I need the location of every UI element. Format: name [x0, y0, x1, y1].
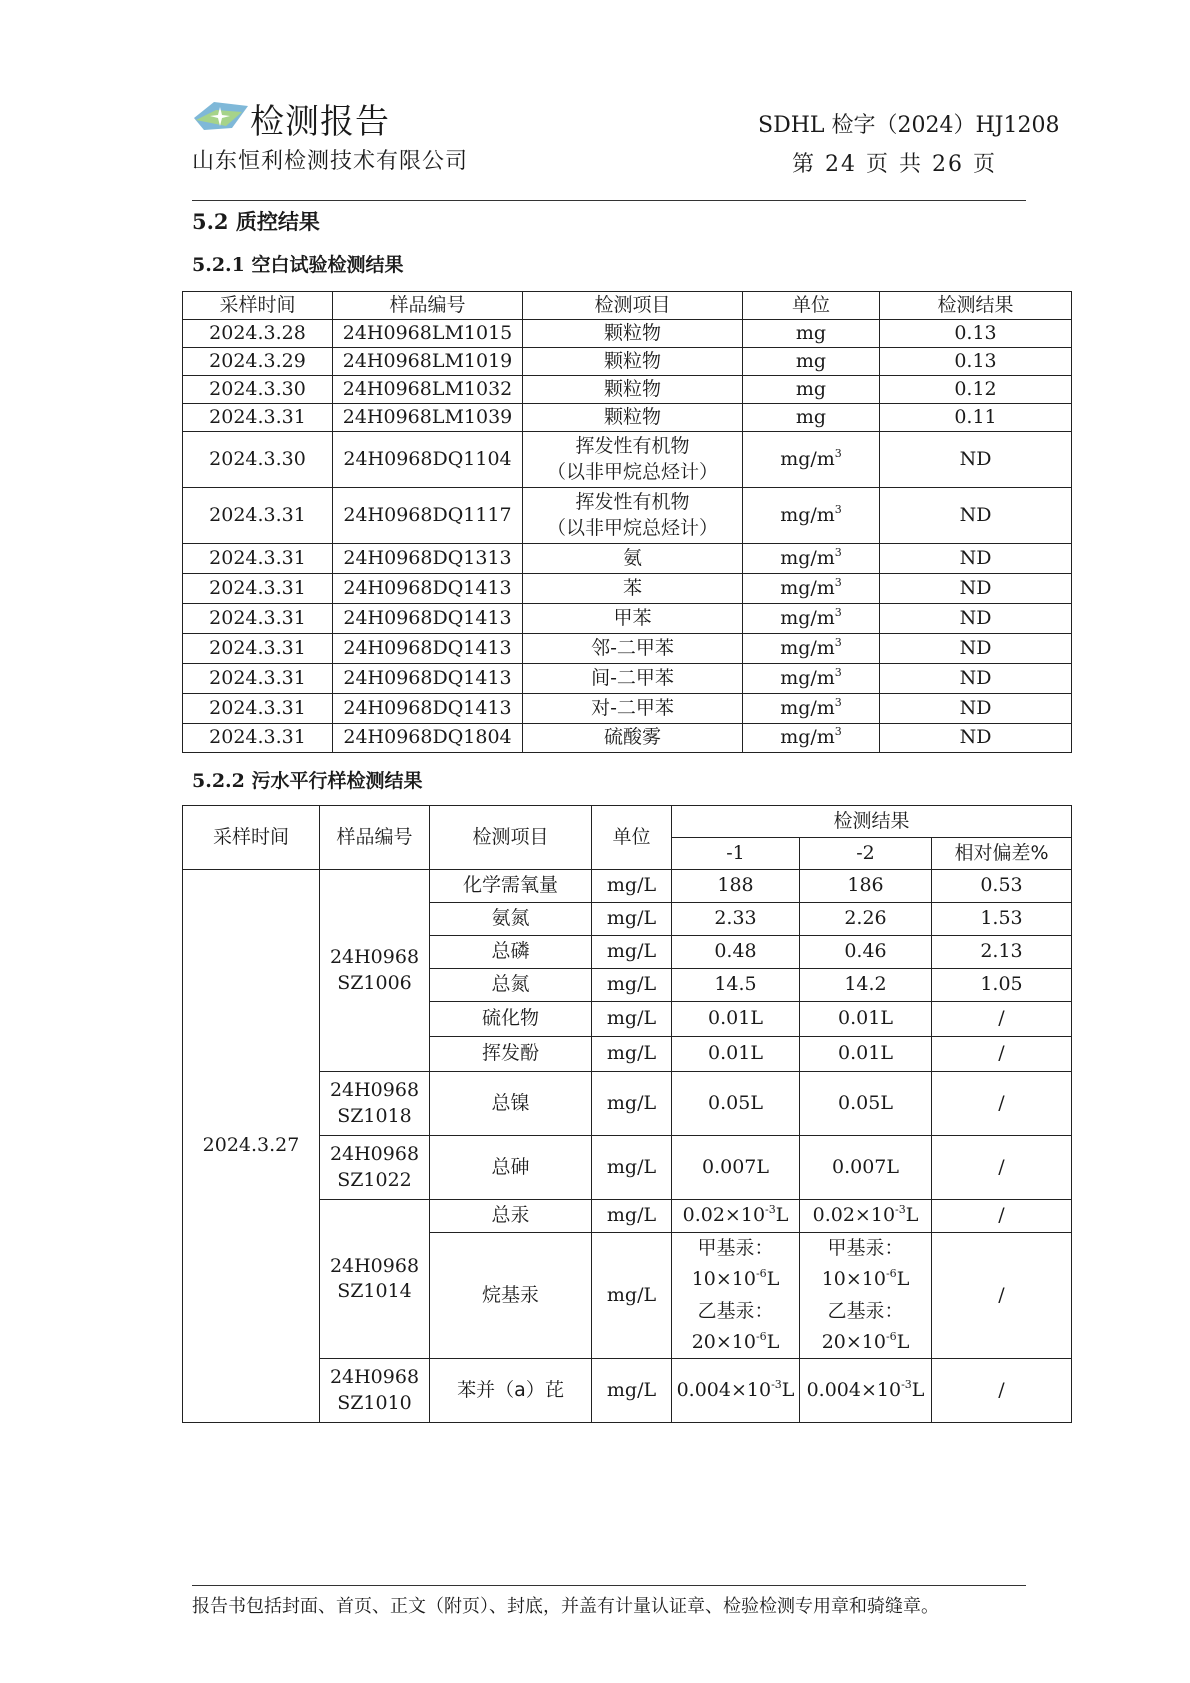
cell-deviation: 1.53 [932, 903, 1072, 936]
cell-sample [320, 1072, 430, 1136]
cell-sample: 24H0968DQ1413 [333, 694, 523, 724]
unit-text: mg/m [780, 726, 835, 749]
table-row [183, 348, 1072, 376]
value-suffix: L [766, 1268, 780, 1291]
value-exponent: -6 [755, 1267, 767, 1281]
cell-value-1 [672, 1233, 800, 1359]
cell-time: 2024.3.31 [183, 604, 333, 634]
col-header-item: 检测项目 [430, 806, 592, 870]
cell-item: 化学需氧量 [430, 870, 592, 903]
cell-item: 氨 [523, 544, 743, 574]
cell-item: 烷基汞 [430, 1233, 592, 1359]
cell-value-1: 0.007L [672, 1136, 800, 1200]
cell-value-2: 2.26 [800, 903, 932, 936]
methylmercury-label: 甲基汞： [697, 1237, 774, 1259]
unit-text: mg/m [780, 666, 835, 689]
cell-sample: 24H0968LM1039 [333, 404, 523, 432]
value-exponent: -3 [765, 1203, 776, 1217]
subsection-parallel-title: 5.2.2 污水平行样检测结果 [192, 770, 423, 792]
value-base: 0.02×10 [812, 1204, 896, 1227]
value-suffix: L [896, 1331, 910, 1354]
sample-prefix: 24H0968 [329, 945, 420, 968]
value-suffix: L [911, 1379, 925, 1402]
table-header-row [183, 806, 1072, 838]
cell-unit: mg/L [592, 1002, 672, 1037]
table-row [183, 404, 1072, 432]
cell-value-1: 2.33 [672, 903, 800, 936]
ethylmercury-label: 乙基汞： [697, 1299, 774, 1322]
unit-superscript: 3 [834, 695, 842, 709]
col-header-time: 采样时间 [183, 806, 320, 870]
cell-sample: 24H0968LM1032 [333, 376, 523, 404]
cell-unit: mg [743, 320, 880, 348]
value-suffix: L [775, 1204, 789, 1227]
cell-time: 2024.3.30 [183, 432, 333, 488]
unit-superscript: 3 [834, 605, 842, 619]
cell-item: 苯 [523, 574, 743, 604]
unit-superscript: 3 [834, 725, 842, 739]
cell-result: ND [880, 694, 1072, 724]
item-name: 挥发性有机物 [575, 434, 690, 457]
cell-unit [743, 574, 880, 604]
table-row [183, 604, 1072, 634]
cell-item: 颗粒物 [523, 376, 743, 404]
cell-sample [320, 1136, 430, 1200]
cell-deviation: / [932, 1136, 1072, 1200]
cell-unit [743, 634, 880, 664]
cell-unit: mg/L [592, 870, 672, 903]
cell-sample [320, 1200, 430, 1359]
unit-superscript: 3 [834, 502, 842, 516]
col-header-second: -2 [800, 838, 932, 870]
sample-prefix: 24H0968 [329, 1254, 420, 1277]
cell-deviation: / [932, 1200, 1072, 1233]
cell-sample [320, 1359, 430, 1423]
cell-unit: mg/L [592, 969, 672, 1002]
cell-value-1: 188 [672, 870, 800, 903]
cell-item: 对-二甲苯 [523, 694, 743, 724]
cell-sample: 24H0968DQ1104 [333, 432, 523, 488]
cell-time: 2024.3.31 [183, 404, 333, 432]
cell-value-2 [800, 1200, 932, 1233]
cell-value-2: 186 [800, 870, 932, 903]
cell-unit [743, 488, 880, 544]
sample-suffix: SZ1014 [337, 1280, 412, 1303]
section-title: 5.2 质控结果 [192, 209, 320, 234]
unit-superscript: 3 [834, 575, 842, 589]
cell-item: 颗粒物 [523, 348, 743, 376]
cell-item: 邻-二甲苯 [523, 634, 743, 664]
cell-sample: 24H0968DQ1413 [333, 634, 523, 664]
cell-result: ND [880, 724, 1072, 753]
value-exponent: -3 [771, 1378, 782, 1392]
cell-value-2: 14.2 [800, 969, 932, 1002]
table-row [183, 376, 1072, 404]
cell-value-2: 0.01L [800, 1037, 932, 1072]
header-divider [192, 200, 1026, 201]
table-row [183, 544, 1072, 574]
value-suffix: L [896, 1268, 910, 1291]
parallel-sample-table [182, 805, 1072, 1423]
report-title: 检测报告 [250, 102, 390, 142]
cell-result: 0.13 [880, 348, 1072, 376]
sample-prefix: 24H0968 [329, 1078, 420, 1101]
cell-unit: mg/L [592, 936, 672, 969]
value-base: 10×10 [691, 1268, 756, 1291]
col-header-first: -1 [672, 838, 800, 870]
cell-item: 颗粒物 [523, 320, 743, 348]
cell-unit [743, 724, 880, 753]
cell-result: ND [880, 544, 1072, 574]
cell-time: 2024.3.31 [183, 634, 333, 664]
cell-value-2 [800, 1233, 932, 1359]
table-row [183, 694, 1072, 724]
unit-text: mg/m [780, 636, 835, 659]
cell-result: 0.11 [880, 404, 1072, 432]
subsection-blank-title: 5.2.1 空白试验检测结果 [192, 254, 404, 276]
cell-item: 颗粒物 [523, 404, 743, 432]
cell-sample: 24H0968LM1015 [333, 320, 523, 348]
cell-time: 2024.3.31 [183, 694, 333, 724]
unit-superscript: 3 [834, 545, 842, 559]
cell-time: 2024.3.31 [183, 664, 333, 694]
col-header-sample: 样品编号 [333, 292, 523, 320]
cell-sample: 24H0968DQ1413 [333, 604, 523, 634]
sample-prefix: 24H0968 [329, 1366, 420, 1389]
cell-value-1: 0.48 [672, 936, 800, 969]
cell-item [523, 432, 743, 488]
cell-unit: mg/L [592, 1200, 672, 1233]
unit-text: mg/m [780, 503, 835, 526]
cell-item: 甲苯 [523, 604, 743, 634]
col-header-unit: 单位 [743, 292, 880, 320]
item-note: （以非甲烷总烃计） [546, 516, 718, 539]
cell-value-1: 0.05L [672, 1072, 800, 1136]
table-row [183, 724, 1072, 753]
cell-time: 2024.3.31 [183, 544, 333, 574]
unit-text: mg/m [780, 546, 835, 569]
cell-sample: 24H0968LM1019 [333, 348, 523, 376]
cell-value-2: 0.46 [800, 936, 932, 969]
value-suffix: L [905, 1204, 919, 1227]
value-base: 10×10 [821, 1268, 886, 1291]
unit-superscript: 3 [834, 446, 842, 460]
cell-deviation: 2.13 [932, 936, 1072, 969]
cell-result: ND [880, 604, 1072, 634]
table-row [183, 634, 1072, 664]
cell-item: 总镍 [430, 1072, 592, 1136]
cell-sample: 24H0968DQ1804 [333, 724, 523, 753]
cell-unit: mg [743, 348, 880, 376]
cell-deviation: / [932, 1359, 1072, 1423]
cell-result: 0.12 [880, 376, 1072, 404]
cell-deviation: / [932, 1002, 1072, 1037]
cell-result: ND [880, 574, 1072, 604]
cell-unit [743, 664, 880, 694]
unit-text: mg/m [780, 696, 835, 719]
value-exponent: -6 [885, 1330, 897, 1344]
cell-value-2: 0.007L [800, 1136, 932, 1200]
company-logo-icon [192, 98, 250, 134]
sample-suffix: SZ1006 [337, 971, 412, 994]
cell-result: ND [880, 634, 1072, 664]
ethylmercury-label: 乙基汞： [827, 1299, 904, 1322]
col-header-sample: 样品编号 [320, 806, 430, 870]
cell-unit: mg/L [592, 1359, 672, 1423]
blank-test-table [182, 291, 1072, 753]
value-exponent: -3 [901, 1378, 912, 1392]
cell-result: 0.13 [880, 320, 1072, 348]
table-row [183, 870, 1072, 903]
item-name: 挥发性有机物 [575, 490, 690, 513]
sample-suffix: SZ1010 [337, 1391, 412, 1414]
footer-note: 报告书包括封面、首页、正文（附页）、封底，并盖有计量认证章、检验检测专用章和骑缝章。 [192, 1596, 939, 1617]
table-row [183, 432, 1072, 488]
cell-sample: 24H0968DQ1413 [333, 574, 523, 604]
cell-value-1: 0.01L [672, 1002, 800, 1037]
cell-value-2: 0.01L [800, 1002, 932, 1037]
cell-item [523, 488, 743, 544]
cell-unit [743, 544, 880, 574]
cell-unit: mg [743, 404, 880, 432]
value-exponent: -6 [755, 1330, 767, 1344]
cell-item: 硫酸雾 [523, 724, 743, 753]
value-suffix: L [766, 1331, 780, 1354]
unit-superscript: 3 [834, 635, 842, 649]
cell-value-2 [800, 1359, 932, 1423]
cell-sample: 24H0968DQ1413 [333, 664, 523, 694]
cell-date: 2024.3.27 [183, 870, 320, 1423]
col-header-unit: 单位 [592, 806, 672, 870]
cell-deviation: / [932, 1233, 1072, 1359]
cell-value-1: 0.01L [672, 1037, 800, 1072]
cell-result: ND [880, 664, 1072, 694]
cell-time: 2024.3.28 [183, 320, 333, 348]
cell-value-1 [672, 1359, 800, 1423]
footer-divider [192, 1585, 1026, 1586]
col-header-time: 采样时间 [183, 292, 333, 320]
cell-time: 2024.3.31 [183, 574, 333, 604]
cell-unit: mg/L [592, 1233, 672, 1359]
col-header-deviation: 相对偏差% [932, 838, 1072, 870]
col-header-item: 检测项目 [523, 292, 743, 320]
table-row [183, 320, 1072, 348]
cell-deviation: 0.53 [932, 870, 1072, 903]
cell-value-2: 0.05L [800, 1072, 932, 1136]
unit-superscript: 3 [834, 665, 842, 679]
table-row [183, 488, 1072, 544]
cell-time: 2024.3.31 [183, 724, 333, 753]
page-number: 第 24 页 共 26 页 [792, 152, 997, 177]
cell-deviation: 1.05 [932, 969, 1072, 1002]
sample-prefix: 24H0968 [329, 1142, 420, 1165]
cell-item: 总磷 [430, 936, 592, 969]
cell-item: 苯并（a）芘 [430, 1359, 592, 1423]
cell-time: 2024.3.31 [183, 488, 333, 544]
cell-deviation: / [932, 1072, 1072, 1136]
value-suffix: L [781, 1379, 795, 1402]
value-base: 0.02×10 [682, 1204, 766, 1227]
cell-unit: mg/L [592, 1136, 672, 1200]
sample-suffix: SZ1022 [337, 1168, 412, 1191]
table-row [183, 664, 1072, 694]
col-header-result: 检测结果 [880, 292, 1072, 320]
cell-value-1 [672, 1200, 800, 1233]
value-base: 0.004×10 [676, 1379, 772, 1402]
col-header-result: 检测结果 [672, 806, 1072, 838]
cell-result: ND [880, 488, 1072, 544]
cell-unit [743, 432, 880, 488]
value-exponent: -6 [885, 1267, 897, 1281]
cell-sample: 24H0968DQ1117 [333, 488, 523, 544]
cell-unit: mg [743, 376, 880, 404]
cell-deviation: / [932, 1037, 1072, 1072]
cell-item: 氨氮 [430, 903, 592, 936]
cell-item: 总氮 [430, 969, 592, 1002]
document-number: SDHL 检字（2024）HJ1208 [758, 113, 1060, 138]
cell-time: 2024.3.29 [183, 348, 333, 376]
table-row [183, 574, 1072, 604]
value-base: 0.004×10 [806, 1379, 902, 1402]
table-header-row [183, 292, 1072, 320]
cell-value-1: 14.5 [672, 969, 800, 1002]
cell-item: 总汞 [430, 1200, 592, 1233]
cell-item: 挥发酚 [430, 1037, 592, 1072]
cell-item: 间-二甲苯 [523, 664, 743, 694]
methylmercury-label: 甲基汞： [827, 1237, 904, 1259]
cell-unit: mg/L [592, 1072, 672, 1136]
cell-time: 2024.3.30 [183, 376, 333, 404]
unit-text: mg/m [780, 576, 835, 599]
unit-text: mg/m [780, 606, 835, 629]
cell-unit: mg/L [592, 1037, 672, 1072]
cell-item: 硫化物 [430, 1002, 592, 1037]
cell-unit [743, 694, 880, 724]
cell-sample [320, 870, 430, 1072]
cell-unit: mg/L [592, 903, 672, 936]
cell-result: ND [880, 432, 1072, 488]
cell-sample: 24H0968DQ1313 [333, 544, 523, 574]
unit-text: mg/m [780, 447, 835, 470]
cell-unit [743, 604, 880, 634]
value-base: 20×10 [821, 1331, 886, 1354]
cell-item: 总砷 [430, 1136, 592, 1200]
sample-suffix: SZ1018 [337, 1104, 412, 1127]
value-exponent: -3 [895, 1203, 906, 1217]
item-note: （以非甲烷总烃计） [546, 460, 718, 483]
value-base: 20×10 [691, 1331, 756, 1354]
company-name: 山东恒利检测技术有限公司 [192, 149, 469, 174]
